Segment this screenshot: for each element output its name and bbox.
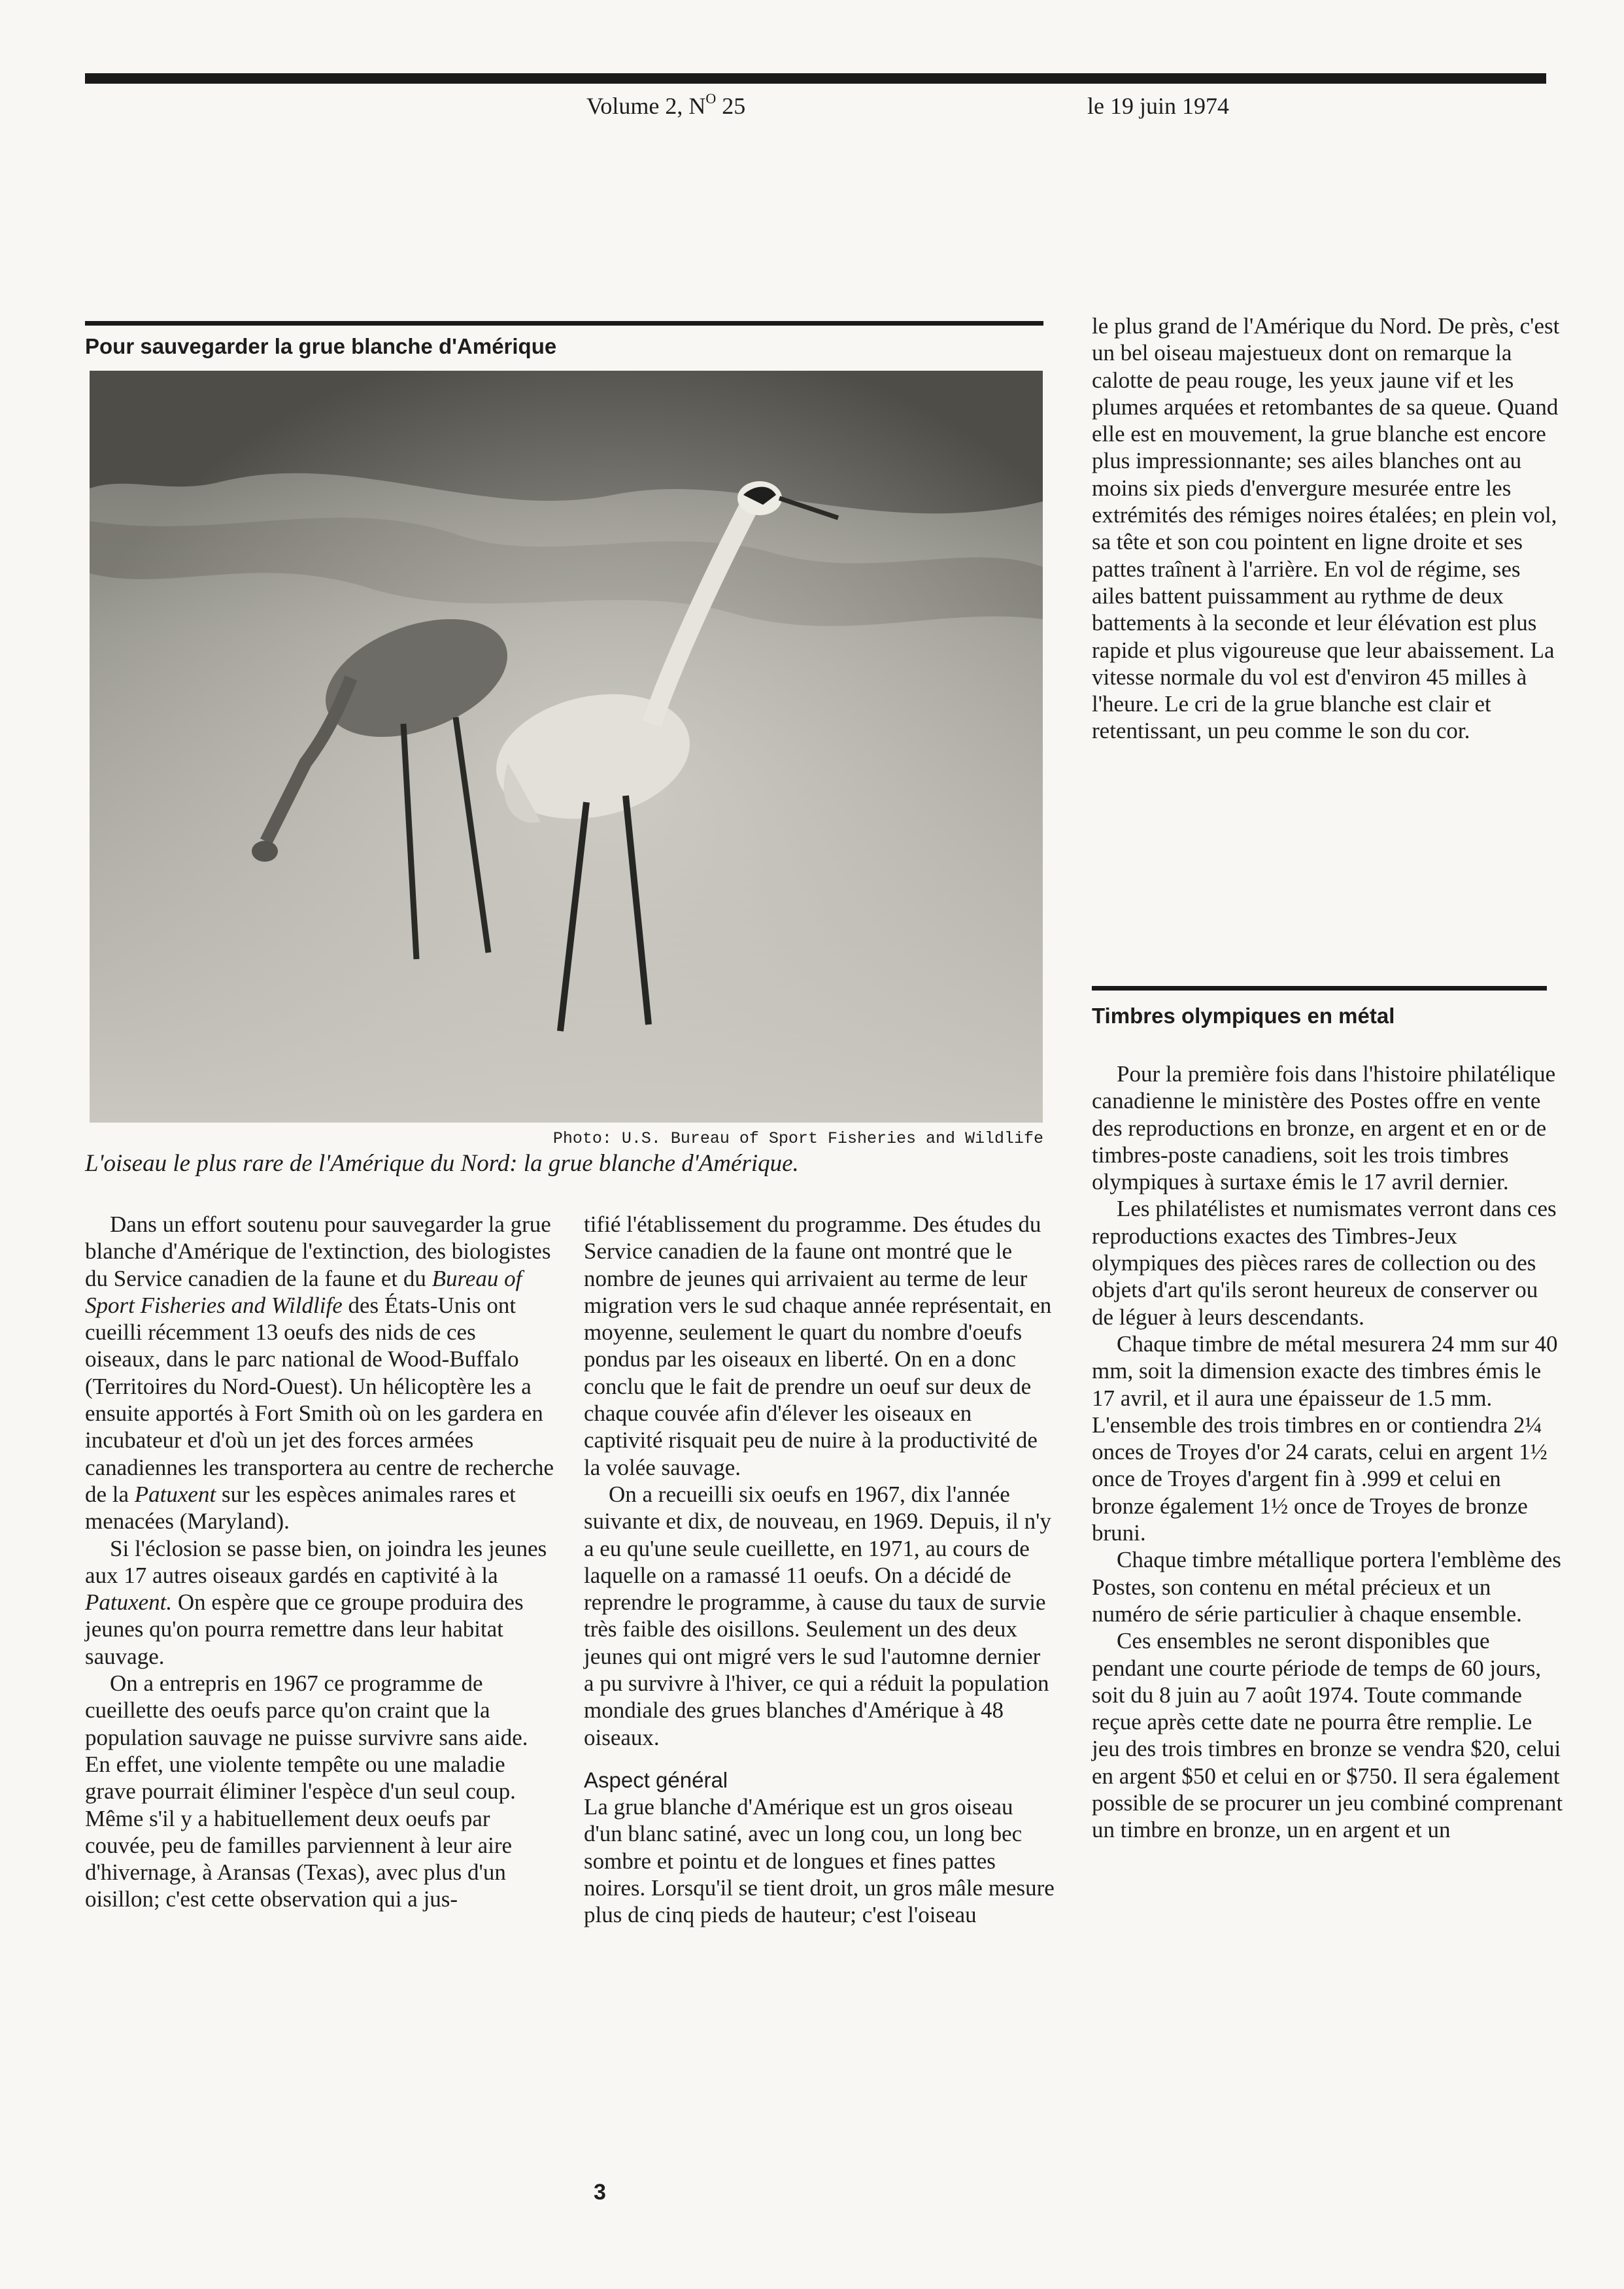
issue-date: le 19 juin 1974 [1087, 93, 1229, 119]
crane-photo [90, 371, 1043, 1123]
paragraph: le plus grand de l'Amérique du Nord. De près, c'est un bel oiseau majestueux dont on remarque la calotte de peau rouge, les yeux jaune vif et les plumes arquées et retombantes de sa queue. Quand elle est en mouvement, la grue blanche est encore plus impressionnante; ses ailes blanches ont au moins six pieds d'envergure mesurée entre les extrémités des rémiges noires étalées; en plein vol, sa tête et son cou pointent en ligne droite et ses pattes traînent à l'arrière. En vol de régime, ses ailes battent puissamment au rythme de deux battements à la seconde et leur élévation est plus rapide et plus vigoureuse que leur abaissement. La vitesse normale du vol est d'environ 45 milles à l'heure. Le cri de la grue blanche est clair et retentissant, un peu comme le son du cor. [1092, 313, 1560, 744]
paragraph: La grue blanche d'Amérique est un gros oiseau d'un blanc satiné, avec un long cou, un long bec sombre et pointu et de longues et fines pattes noires. Lorsqu'il se tient droit, un gros mâle mesure plus de cinq pieds de hauteur; c'est l'oiseau [584, 1793, 1055, 1928]
section-subheading: Aspect général [584, 1767, 728, 1792]
paragraph: Chaque timbre de métal mesurera 24 mm sur 40 mm, soit la dimension exacte des timbres émis le 17 avril, et il aura une épaisseur de 1.5 mm. L'ensemble des trois timbres en or contiendra 2¼ onces de Troyes d'or 24 carats, celui en argent 1½ once de Troyes d'argent fin à .999 et celui en bronze également 1½ once de Troyes de bronze bruni. [1092, 1331, 1558, 1546]
article-title: Timbres olympiques en métal [1092, 1004, 1395, 1028]
paragraph: Si l'éclosion se passe bien, on joindra les jeunes aux 17 autres oiseaux gardés en captivité à la Patuxent. On espère que ce groupe produira des jeunes qu'on pourra remettre dans leur habitat sauvage. [85, 1535, 547, 1669]
top-rule [85, 73, 1546, 84]
paragraph: Chaque timbre métallique portera l'emblème des Postes, son contenu en métal précieux et un numéro de série particulier à chaque ensemble. [1092, 1547, 1561, 1627]
article-body [1092, 1060, 1564, 1844]
photo-credit: Photo: U.S. Bureau of Sport Fisheries and Wildlife [552, 1129, 1043, 1148]
paragraph: Dans un effort soutenu pour sauvegarder la grue blanche d'Amérique de l'extinction, des biologistes du Service canadien de la faune et du Bureau of Sport Fisheries and Wildlife des États-Unis ont cueilli récemment 13 oeufs des nids de ces oiseaux, dans le parc national de Wood-Buffalo (Territoires du Nord-Ouest). Un hélicoptère les a ensuite apportés à Fort Smith où on les gardera en incubateur et d'où un jet des forces armées canadiennes les transportera au centre de recherche de la Patuxent sur les espèces animales rares et menacées (Maryland). [85, 1212, 554, 1534]
paragraph: Ces ensembles ne seront disponibles que pendant une courte période de temps de 60 jours, soit du 8 juin au 7 août 1974. Toute commande reçue après cette date ne pourra être remplie. Le jeu des trois timbres en bronze se vendra $20, celui en argent $50 et celui en or $750. Il sera également possible de se procurer un jeu combiné comprenant un timbre en bronze, un en argent et un [1092, 1628, 1563, 1843]
article-column-2 [584, 1211, 1056, 1928]
issue-volume: Volume 2, $N^O$ 25 [586, 90, 746, 119]
article-rule [85, 321, 1043, 326]
article-title: Pour sauvegarder la grue blanche d'Amérique [85, 334, 557, 358]
article-rule [1092, 986, 1547, 991]
paragraph: Les philatélistes et numismates verront dans ces reproductions exactes des Timbres-Jeux olympiques des pièces rares de collection ou des objets d'art qu'ils seront heureux de conserver ou de léguer à leurs descendants. [1092, 1196, 1557, 1330]
paragraph: tifié l'établissement du programme. Des études du Service canadien de la faune ont montré que le nombre de jeunes qui arrivaient au terme de leur migration vers le sud chaque année représentait, en moyenne, seulement le quart du nombre d'oeufs pondus par les oiseaux en liberté. On en a donc conclu que le fait de prendre un oeuf sur deux de chaque couvée afin d'élever les oiseaux en captivité risquait peu de nuire à la productivité de la volée sauvage. [584, 1212, 1052, 1480]
paragraph: Pour la première fois dans l'histoire philatélique canadienne le ministère des Postes offre en vente des reproductions en bronze, en argent et en or de timbres-poste canadiens, soit les trois timbres olympiques à surtaxe émis le 17 avril dernier. [1092, 1061, 1556, 1195]
article-column-1 [85, 1211, 557, 1913]
page-number: 3 [594, 2180, 606, 2205]
photo-caption: L'oiseau le plus rare de l'Amérique du Nord: la grue blanche d'Amérique. [85, 1150, 799, 1177]
paragraph: On a entrepris en 1967 ce programme de cueillette des oeufs parce qu'on craint que la population sauvage ne puisse survivre sans aide. En effet, une violente tempête ou une maladie grave pourrait éliminer l'espèce d'un seul coup. Même s'il y a habituellement deux oeufs par couvée, peu de familles parviennent à leur aire d'hivernage, à Aransas (Texas), avec plus d'un oisillon; c'est cette observation qui a jus- [85, 1670, 528, 1912]
paragraph: On a recueilli six oeufs en 1967, dix l'année suivante et dix, de nouveau, en 1969. Depuis, il n'y a eu qu'une seule cueillette, en 1971, au cours de laquelle on a ramassé 11 oeufs. On a décidé de reprendre le programme, à cause du taux de survie très faible des oisillons. Seulement un des deux jeunes qui ont migré vers le sud l'automne dernier a pu survivre à l'hiver, ce qui a réduit la population mondiale des grues blanches d'Amérique à 48 oiseaux. [584, 1481, 1051, 1750]
article-column-3 [1092, 313, 1564, 745]
